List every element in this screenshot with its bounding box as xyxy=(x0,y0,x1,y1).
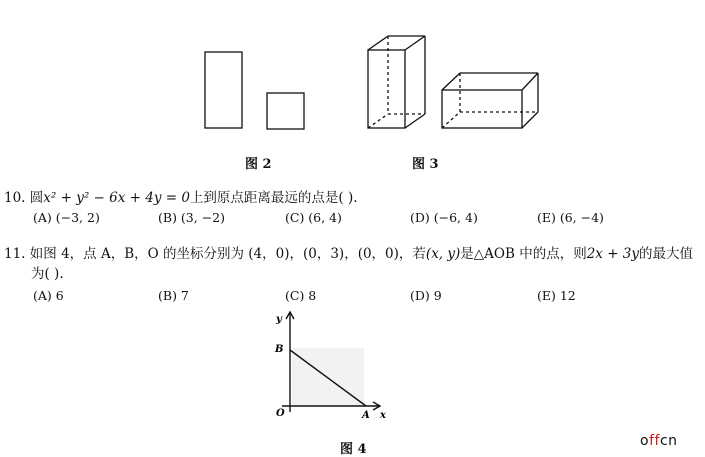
question-11-option-e: (E) 12 xyxy=(537,288,576,303)
question-11-text2: 是△AOB 中的点，则 xyxy=(460,246,587,262)
figure-4-label-o: O xyxy=(276,408,285,419)
question-10-option-b: (B) (3, −2) xyxy=(158,210,225,225)
figure-3-flat-box xyxy=(442,73,538,128)
question-10-suffix: 上到原点距离最远的点是( ). xyxy=(189,190,358,206)
question-10-option-a: (A) (−3, 2) xyxy=(33,210,100,225)
figure-4-label-x: x xyxy=(380,410,386,421)
figure-4-drawing xyxy=(262,308,397,433)
figure-2-drawing xyxy=(195,45,315,135)
question-11-point: (x, y) xyxy=(425,246,461,262)
question-10-option-d: (D) (−6, 4) xyxy=(410,210,478,225)
question-11-stem-line2: 为( ). xyxy=(31,266,64,282)
watermark-text: offcn xyxy=(640,433,678,449)
question-11-number: 11. xyxy=(4,246,26,262)
question-10-prefix: 圆 xyxy=(29,190,44,206)
figure-3-drawing xyxy=(360,30,545,135)
question-10-number: 10. xyxy=(4,190,26,206)
figure-2-rectangle xyxy=(205,52,242,128)
question-10-option-e: (E) (6, −4) xyxy=(537,210,604,225)
figure-2-caption: 图 2 xyxy=(245,157,272,172)
question-11-option-d: (D) 9 xyxy=(410,288,442,303)
figure-4-label-b: B xyxy=(275,344,284,355)
figure-4-label-y: y xyxy=(276,314,282,325)
question-11-option-b: (B) 7 xyxy=(158,288,189,303)
question-11-option-a: (A) 6 xyxy=(33,288,64,303)
figure-4-caption: 图 4 xyxy=(340,442,367,457)
question-11-stem-line1 xyxy=(4,242,693,262)
question-11-expression: 2x + 3y xyxy=(586,246,640,262)
figure-4-label-a: A xyxy=(362,410,370,421)
question-10-option-c: (C) (6, 4) xyxy=(285,210,342,225)
figure-2-square xyxy=(267,93,304,129)
question-11-text1: 如图 4，点 A，B，O 的坐标分别为 (4，0)，(0，3)，(0，0)，若 xyxy=(29,246,426,262)
figure-3-caption: 图 3 xyxy=(412,157,439,172)
figure-3-tall-box xyxy=(368,36,425,128)
question-10-formula: x² + y² − 6x + 4y = 0 xyxy=(43,190,190,206)
question-11-text3: 的最大值 xyxy=(639,246,694,262)
question-11-option-c: (C) 8 xyxy=(285,288,317,303)
question-10-stem xyxy=(4,186,358,206)
watermark-logo xyxy=(640,433,678,449)
